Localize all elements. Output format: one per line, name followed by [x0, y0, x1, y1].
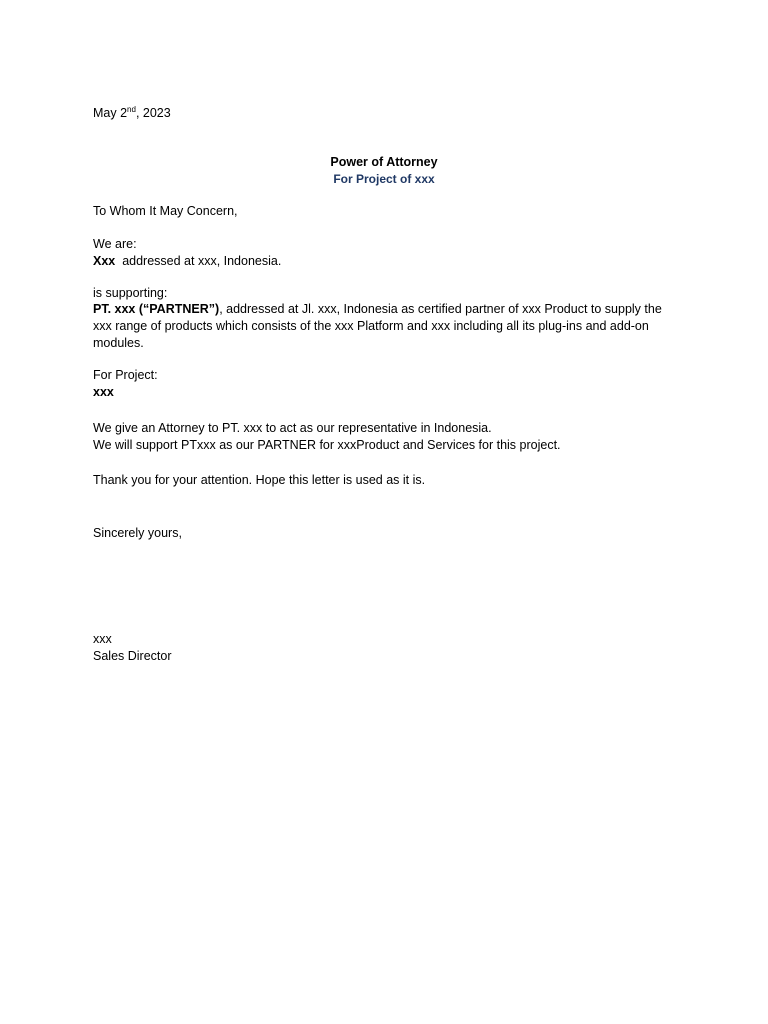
document-subtitle: For Project of xxx [333, 172, 435, 186]
project-name: xxx [93, 385, 114, 399]
partner-name: PT. xxx (“PARTNER”) [93, 302, 220, 316]
partner-line-3: modules. [93, 336, 144, 350]
partner-line-2: xxx range of products which consists of the xxx Platform and xxx including all its plug-ins and add-on [93, 319, 649, 333]
supporting-label: is supporting: [93, 286, 168, 300]
body-line-1: We give an Attorney to PT. xxx to act as our representative in Indonesia. [93, 421, 492, 435]
salutation: To Whom It May Concern, [93, 204, 238, 218]
signer-name: xxx [93, 632, 112, 646]
partner-line-1-text: , addressed at Jl. xxx, Indonesia as certified partner of xxx Product to supply the [219, 302, 662, 316]
partner-line-1 [93, 301, 662, 317]
company-line [93, 253, 281, 269]
date-year: , 2023 [135, 106, 171, 120]
we-are-label: We are: [93, 237, 137, 251]
letter-date [93, 105, 171, 121]
signer-title: Sales Director [93, 649, 172, 663]
document-title: Power of Attorney [330, 155, 438, 169]
date-day-month: May 2 [93, 106, 128, 120]
closing: Sincerely yours, [93, 526, 182, 540]
project-label: For Project: [93, 368, 158, 382]
date-ordinal-suffix: nd [127, 105, 136, 114]
company-address: addressed at xxx, Indonesia. [115, 254, 282, 268]
body-line-2: We will support PTxxx as our PARTNER for xxxProduct and Services for this project. [93, 438, 561, 452]
company-name: Xxx [93, 254, 116, 268]
thanks-line: Thank you for your attention. Hope this letter is used as it is. [93, 473, 426, 487]
